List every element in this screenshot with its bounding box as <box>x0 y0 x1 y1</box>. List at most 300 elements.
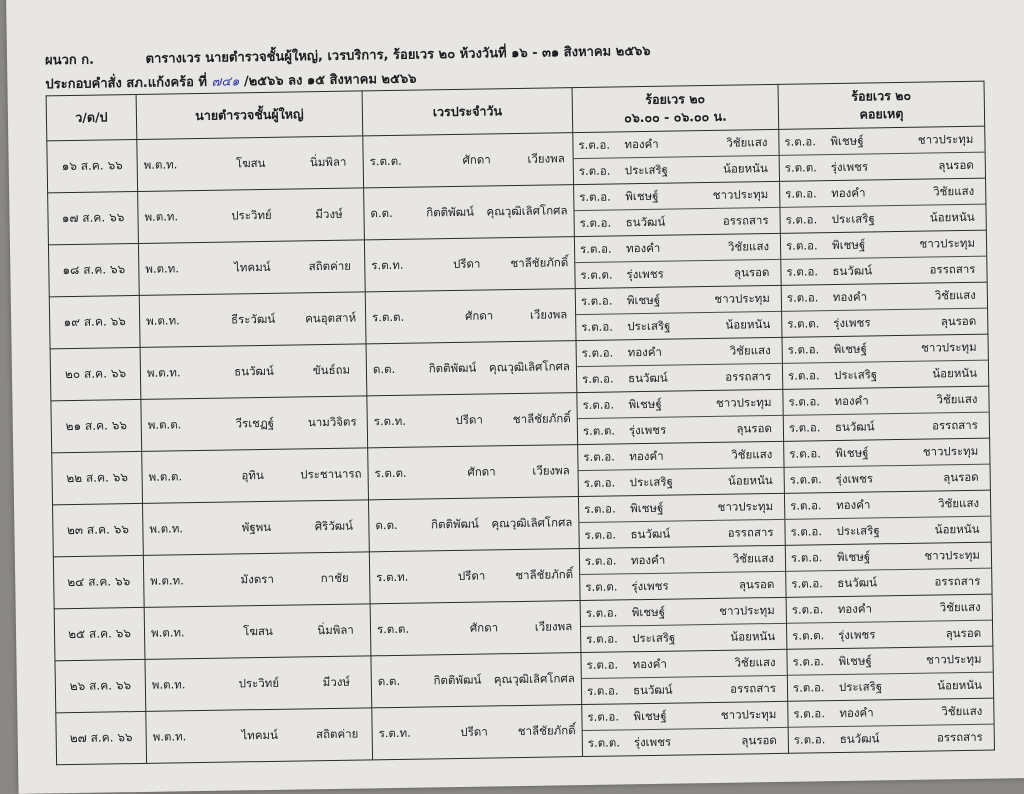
officer-entry <box>785 491 990 519</box>
officer-entry <box>785 516 990 545</box>
column-header-shift-officer <box>572 84 779 132</box>
daily-duty-cell <box>365 289 576 344</box>
officer-last-name: ชาวประทุม <box>919 235 976 251</box>
officer-last-name: วิชัยแสง <box>939 599 981 614</box>
officer-rank: พ.ต.ท. <box>146 312 180 328</box>
officer-entry <box>784 439 989 467</box>
officer-last-name: อรรถสาร <box>722 212 769 228</box>
officer-first-name: รุ่งเพชร <box>633 734 672 749</box>
officer-first-name: ธนวัฒน์ <box>234 363 274 378</box>
officer-rank: พ.ต.ท. <box>150 624 185 640</box>
officer-first-name: ประเสริฐ <box>627 318 671 333</box>
standby-officers-cell <box>781 282 988 337</box>
senior-officer-cell <box>138 188 365 244</box>
officer-first-name: พิเชษฐ์ <box>626 292 661 307</box>
shift-officers-cell <box>582 701 789 756</box>
officer-rank: ร.ต.ต. <box>374 465 407 480</box>
order-suffix: /๒๕๖๖ ลง ๑๕ สิงหาคม ๒๕๖๖ <box>243 71 417 90</box>
officer-rank: ร.ต.อ. <box>584 526 617 542</box>
officer-name <box>143 517 368 539</box>
officer-entry <box>578 415 783 444</box>
officer-last-name: น้อยหนัน <box>725 316 771 332</box>
officer-rank: ร.ต.อ. <box>581 345 614 360</box>
officer-first-name: รุ่งเพชร <box>833 314 871 330</box>
shift-officers-cell <box>580 597 787 652</box>
officer-rank: พ.ต.ท. <box>143 156 178 172</box>
officer-first-name: กิตติพัฒน์ <box>426 204 475 219</box>
officer-entry <box>580 571 785 600</box>
shift-officers-cell <box>574 181 781 236</box>
column-header-daily-duty: เวรประจำวัน <box>362 88 573 136</box>
officer-last-name: วิชัยแสง <box>941 703 983 718</box>
officer-last-name: น้อยหนัน <box>727 472 773 488</box>
officer-name <box>367 358 576 379</box>
officer-last-name: วิชัยแสง <box>729 342 771 358</box>
senior-officer-cell <box>141 396 368 452</box>
officer-rank: ร.ต.อ. <box>582 371 614 386</box>
row-date: ๒๖ ส.ค. ๖๖ <box>55 659 146 712</box>
officer-first-name: ทองคำ <box>837 600 873 616</box>
officer-rank: ร.ต.อ. <box>785 237 818 253</box>
officer-rank: ร.ต.ต. <box>787 315 820 331</box>
officer-last-name: ศิริวัฒน์ <box>314 518 354 533</box>
officer-last-name: ชาวประทุม <box>917 131 974 147</box>
officer-rank: ร.ต.อ. <box>790 549 823 565</box>
officer-rank: พ.ต.ท. <box>150 572 184 588</box>
officer-last-name: ชาวประทุม <box>719 602 775 618</box>
officer-rank: ร.ต.ต. <box>582 422 616 438</box>
shift-officers-cell <box>579 545 786 600</box>
officer-rank: ร.ต.อ. <box>587 708 620 724</box>
daily-duty-cell <box>367 393 578 448</box>
officer-rank: ร.ต.ต. <box>585 578 618 594</box>
officer-entry <box>579 494 784 522</box>
row-date: ๒๑ ส.ค. ๖๖ <box>51 399 142 452</box>
officer-first-name: พิเชษฐ์ <box>631 604 666 619</box>
officer-entry <box>575 234 780 262</box>
order-number-handwritten: ๗๔๑ <box>211 74 240 90</box>
officer-rank: ร.ต.อ. <box>793 731 826 747</box>
standby-officers-cell <box>779 126 986 181</box>
officer-last-name: คุณวุฒิเลิศโกศล <box>491 514 573 530</box>
officer-first-name: ธนวัฒน์ <box>625 214 666 229</box>
officer-last-name: น้อยหนัน <box>932 365 978 380</box>
officer-last-name: คนอุตสาห์ <box>305 310 357 325</box>
officer-first-name: ทองคำ <box>831 185 866 200</box>
officer-first-name: พิเชษฐ์ <box>628 396 662 411</box>
standby-officers-cell <box>786 594 993 649</box>
daily-duty-cell <box>363 133 574 188</box>
standby-officers-cell <box>783 386 990 441</box>
officer-entry <box>787 647 992 675</box>
row-date: ๒๐ ส.ค. ๖๖ <box>50 347 141 400</box>
daily-duty-cell <box>370 601 581 656</box>
officer-first-name: กิตติพัฒน์ <box>430 516 479 531</box>
standby-officers-cell <box>780 230 987 285</box>
officer-last-name: คุณวุฒิเลิศโกศล <box>493 670 575 686</box>
officer-rank: ร.ต.อ. <box>583 474 616 490</box>
row-date: ๑๙ ส.ค. ๖๖ <box>49 295 140 348</box>
officer-rank: ร.ต.อ. <box>579 215 612 230</box>
officer-entry <box>786 543 991 571</box>
officer-entry <box>578 442 783 470</box>
officer-last-name: อรรถสาร <box>929 261 976 277</box>
officer-first-name: พิเชษฐ์ <box>633 708 667 723</box>
officer-rank: ร.ต.อ. <box>586 682 619 698</box>
officer-last-name: ลุนรอด <box>741 732 777 748</box>
officer-entry <box>783 387 988 415</box>
officer-first-name: ทองคำ <box>629 448 664 463</box>
officer-last-name: คุณวุฒิเลิศโกศล <box>486 202 568 218</box>
senior-officer-cell <box>146 708 373 764</box>
officer-first-name: ธนวัฒน์ <box>837 574 878 590</box>
officer-first-name: พิเชษฐ์ <box>831 237 866 252</box>
officer-rank: ร.ต.อ. <box>788 393 821 409</box>
senior-officer-cell <box>140 344 367 400</box>
officer-first-name: ปรีดา <box>455 412 483 427</box>
column-header-senior-officer: นายตำรวจชั้นผู้ใหญ่ <box>136 91 363 140</box>
document-title: ตารางเวร นายตำรวจชั้นผู้ใหญ่, เวรบริการ, ร้อยเวร ๒๐ ห้วงวันที่ ๑๖ - ๓๑ สิงหาคม ๒๕๖๖ <box>145 43 651 67</box>
officer-first-name: รุ่งเพชร <box>830 158 869 174</box>
shift-header-time: ๐๖.๐๐ - ๐๖.๐๐ น. <box>624 108 727 126</box>
officer-first-name: ทองคำ <box>630 552 666 567</box>
officer-rank: ด.ต. <box>375 517 398 532</box>
standby-officers-cell <box>787 646 994 701</box>
officer-last-name: ลุนรอด <box>738 576 775 592</box>
officer-entry <box>581 650 786 678</box>
officer-rank: ด.ต. <box>370 205 393 220</box>
officer-entry <box>577 363 782 392</box>
officer-last-name: ลุนรอด <box>940 313 977 328</box>
roster-body <box>47 126 995 765</box>
officer-last-name: นิ่มพิลา <box>317 622 354 637</box>
officer-rank: ร.ต.อ. <box>580 293 613 308</box>
officer-last-name: เวียงพล <box>527 150 565 166</box>
shift-officers-cell <box>578 493 785 548</box>
officer-rank: พ.ต.ต. <box>148 468 183 484</box>
officer-rank: ร.ต.ต. <box>372 309 405 324</box>
officer-first-name: รุ่งเพชร <box>626 266 664 281</box>
officer-last-name: น้อยหนัน <box>722 160 768 176</box>
officer-first-name: ประวิทย์ <box>231 207 272 222</box>
officer-rank: ด.ต. <box>372 361 396 376</box>
officer-first-name: ประเสริฐ <box>629 474 673 489</box>
officer-last-name: อรรถสาร <box>725 368 772 384</box>
officer-first-name: พัฐพน <box>241 519 272 534</box>
officer-last-name: ลุนรอด <box>945 625 982 640</box>
officer-last-name: ชาวประทุม <box>922 443 979 459</box>
officer-first-name: รุ่งเพชร <box>835 470 874 486</box>
daily-duty-cell <box>364 237 575 292</box>
officer-name <box>144 569 369 591</box>
officer-last-name: ลุนรอด <box>733 264 770 280</box>
officer-last-name: วิชัยแสง <box>726 134 768 150</box>
officer-first-name: รุ่งเพชร <box>628 422 667 437</box>
officer-rank: ร.ต.ต. <box>789 471 822 487</box>
officer-first-name: ศักดา <box>467 463 496 479</box>
officer-rank: ด.ต. <box>377 673 401 688</box>
officer-entry <box>789 724 994 753</box>
daily-duty-cell <box>364 185 575 240</box>
shift-officers-cell <box>576 337 783 392</box>
officer-rank: ร.ต.ต. <box>792 627 825 643</box>
officer-last-name: อรรถสาร <box>727 524 774 540</box>
officer-first-name: ธนวัฒน์ <box>627 370 668 385</box>
daily-duty-cell <box>372 705 583 760</box>
officer-first-name: ศักดา <box>469 619 499 635</box>
officer-name <box>141 361 366 383</box>
daily-duty-cell <box>368 445 579 500</box>
officer-entry <box>785 464 990 493</box>
officer-last-name: ชาลีชัยภักดิ์ <box>517 722 576 738</box>
officer-rank: ร.ต.อ. <box>579 241 612 256</box>
officer-entry <box>577 390 782 418</box>
officer-rank: ร.ต.อ. <box>584 552 617 568</box>
officer-rank: ร.ต.อ. <box>786 289 819 305</box>
officer-rank: ร.ต.ท. <box>378 725 411 740</box>
officer-entry <box>581 623 786 652</box>
officer-rank: ร.ต.อ. <box>793 705 826 721</box>
officer-entry <box>782 335 987 363</box>
officer-last-name: ชาลีชัยภักดิ์ <box>515 566 574 582</box>
officer-first-name: ทองคำ <box>839 704 874 720</box>
officer-first-name: ธนวัฒน์ <box>632 682 673 697</box>
standby-officers-cell <box>788 698 995 753</box>
officer-entry <box>780 204 985 233</box>
officer-last-name: ชาวประทุม <box>712 186 769 202</box>
officer-first-name: ปรีดา <box>457 568 486 583</box>
officer-first-name: ประเสริฐ <box>624 162 669 177</box>
order-prefix: ประกอบคำสั่ง สภ.แก้งคร้อ ที่ <box>45 74 208 93</box>
officer-entry <box>581 598 786 626</box>
officer-last-name: เวียงพล <box>534 618 573 634</box>
officer-first-name: ศักดา <box>464 307 494 323</box>
officer-rank: ร.ต.ต. <box>587 734 621 750</box>
officer-last-name: อรรถสาร <box>936 729 983 744</box>
officer-last-name: ชาวประทุม <box>924 547 981 563</box>
shift-header-title: ร้อยเวร ๒๐ <box>645 91 706 107</box>
officer-last-name: วิชัยแสง <box>727 238 770 254</box>
row-date: ๒๔ ส.ค. ๖๖ <box>53 555 144 608</box>
officer-rank: ร.ต.อ. <box>792 679 825 695</box>
senior-officer-cell <box>143 500 370 556</box>
officer-last-name: สถิตค่าย <box>315 726 359 741</box>
officer-entry <box>788 699 993 727</box>
officer-last-name: อรรถสาร <box>931 417 978 433</box>
officer-rank: ร.ต.อ. <box>581 319 613 334</box>
officer-rank: ร.ต.อ. <box>785 211 818 227</box>
officer-first-name: มังตรา <box>240 571 274 586</box>
shift-officers-cell <box>574 233 781 288</box>
officer-first-name: อุทิน <box>241 467 264 482</box>
officer-entry <box>783 360 988 389</box>
officer-first-name: พิเชษฐ์ <box>625 188 659 203</box>
officer-name <box>364 202 573 223</box>
officer-entry <box>781 231 986 259</box>
officer-name <box>145 621 370 643</box>
row-date: ๒๒ ส.ค. ๖๖ <box>52 451 143 504</box>
column-header-date: ว/ด/ป <box>46 94 137 140</box>
officer-last-name: ชาลีชัยภักดิ์ <box>510 254 569 270</box>
officer-entry <box>779 127 984 155</box>
officer-name <box>142 465 367 487</box>
officer-first-name: โฆสน <box>235 155 266 170</box>
officer-last-name: ชาวประทุม <box>715 394 772 410</box>
officer-entry <box>787 620 992 649</box>
officer-first-name: พิเชษฐ์ <box>835 445 869 460</box>
officer-name <box>373 722 582 743</box>
officer-first-name: ธนวัฒน์ <box>832 262 873 278</box>
officer-first-name: วีรเชฏฐ์ <box>235 415 275 430</box>
officer-rank: ร.ต.ต. <box>784 159 818 175</box>
officer-first-name: ทองคำ <box>627 344 663 359</box>
officer-last-name: ลุนรอด <box>736 420 773 436</box>
officer-last-name: สถิตค่าย <box>308 258 352 273</box>
officer-rank: ร.ต.อ. <box>579 189 611 204</box>
row-date: ๑๗ ส.ค. ๖๖ <box>48 191 139 244</box>
officer-name <box>142 413 367 435</box>
officer-rank: ร.ต.ท. <box>376 569 409 584</box>
officer-name <box>366 306 575 327</box>
officer-entry <box>574 155 779 184</box>
officer-first-name: ปรีดา <box>452 256 481 271</box>
officer-rank: ร.ต.อ. <box>788 419 821 435</box>
officer-name <box>364 150 573 171</box>
officer-entry <box>574 207 779 236</box>
officer-entry <box>583 727 788 756</box>
officer-rank: ร.ต.อ. <box>582 397 615 412</box>
officer-last-name: วิชัยแสง <box>732 550 775 566</box>
officer-name <box>372 670 581 691</box>
officer-last-name: ชาวประทุม <box>717 498 774 514</box>
daily-duty-cell <box>369 549 580 604</box>
shift-officers-cell <box>577 389 784 444</box>
officer-first-name: ทองคำ <box>632 656 667 671</box>
officer-first-name: ศักดา <box>462 151 491 167</box>
officer-first-name: ไทคมน์ <box>241 727 279 742</box>
officer-name <box>370 566 579 587</box>
officer-last-name: ลุนรอด <box>943 469 979 484</box>
officer-name <box>140 309 365 331</box>
daily-duty-cell <box>368 497 579 552</box>
officer-first-name: ธนวัฒน์ <box>834 418 875 434</box>
row-date: ๑๖ ส.ค. ๖๖ <box>47 139 138 192</box>
officer-first-name: พิเชษฐ์ <box>836 548 871 564</box>
officer-rank: ร.ต.อ. <box>584 500 616 516</box>
officer-rank: ร.ต.อ. <box>785 185 817 201</box>
shift-officers-cell <box>573 129 780 184</box>
standby-header-sub: คอยเหตุ <box>859 105 904 122</box>
officer-first-name: ธีระวัฒน์ <box>230 311 276 327</box>
document-page <box>6 0 1024 794</box>
officer-last-name: มีวงษ์ <box>322 674 351 689</box>
shift-officers-cell <box>581 649 788 704</box>
officer-first-name: ทองคำ <box>836 496 871 512</box>
officer-rank: ร.ต.ต. <box>580 267 613 282</box>
officer-first-name: กิตติพัฒน์ <box>433 672 482 687</box>
officer-entry <box>582 675 787 704</box>
standby-officers-cell <box>784 490 991 545</box>
officer-last-name: ชาวประทุม <box>720 706 777 722</box>
officer-last-name: นามวิจิตร <box>307 414 357 429</box>
officer-rank: ร.ต.อ. <box>792 653 825 669</box>
senior-officer-cell <box>145 656 372 712</box>
officer-rank: ร.ต.อ. <box>583 448 615 464</box>
officer-last-name: วิชัยแสง <box>734 654 776 670</box>
shift-officers-cell <box>575 285 782 340</box>
officer-last-name: ชาวประทุม <box>714 290 770 306</box>
officer-last-name: เวียงพล <box>529 306 568 322</box>
standby-officers-cell <box>784 438 991 493</box>
officer-entry <box>582 702 787 730</box>
shift-officers-cell <box>578 441 785 496</box>
officer-first-name: ประเสริฐ <box>833 366 878 382</box>
officer-first-name: ทองคำ <box>832 289 868 304</box>
officer-last-name: กาชัย <box>320 570 349 585</box>
officer-rank: ร.ต.อ. <box>578 163 611 178</box>
document-header <box>45 40 651 71</box>
officer-entry <box>782 308 987 337</box>
officer-first-name: รุ่งเพชร <box>838 626 876 642</box>
officer-last-name: ชาวประทุม <box>925 651 982 667</box>
officer-entry <box>784 412 989 441</box>
row-date: ๑๘ ส.ค. ๖๖ <box>48 243 139 296</box>
officer-first-name: ประเสริฐ <box>836 522 880 538</box>
standby-officers-cell <box>780 178 987 233</box>
officer-rank: ร.ต.ท. <box>373 413 407 428</box>
officer-name <box>139 257 364 279</box>
officer-rank: พ.ต.ท. <box>144 208 179 224</box>
officer-last-name: ชาวประทุม <box>921 339 977 355</box>
officer-rank: ร.ต.อ. <box>784 133 817 149</box>
officer-last-name: นิ่มพิลา <box>309 154 347 169</box>
officer-rank: พ.ต.ท. <box>152 728 187 744</box>
officer-entry <box>780 179 985 207</box>
officer-rank: ร.ต.อ. <box>790 523 823 539</box>
officer-entry <box>579 467 784 496</box>
senior-officer-cell <box>142 448 369 504</box>
officer-last-name: คุณวุฒิเลิศโกศล <box>488 358 571 374</box>
officer-name <box>138 205 363 227</box>
officer-first-name: ประเสริฐ <box>838 678 883 694</box>
senior-officer-cell <box>143 552 370 608</box>
officer-first-name: ทองคำ <box>834 392 869 408</box>
standby-officers-cell <box>785 542 992 597</box>
officer-entry <box>576 311 781 340</box>
officer-rank: ร.ต.อ. <box>787 367 820 383</box>
officer-name <box>365 254 574 275</box>
duty-roster-table <box>46 81 995 766</box>
officer-last-name: วิชัยแสง <box>936 391 978 406</box>
officer-rank: ร.ต.อ. <box>586 656 619 672</box>
officer-rank: ร.ต.อ. <box>787 341 820 357</box>
row-date: ๒๕ ส.ค. ๖๖ <box>54 607 145 660</box>
officer-rank: พ.ต.ท. <box>149 520 184 536</box>
officer-last-name: เวียงพล <box>532 462 570 478</box>
officer-last-name: อรรถสาร <box>934 573 981 588</box>
officer-rank: ร.ต.อ. <box>790 497 822 513</box>
officer-last-name: มีวงษ์ <box>315 206 343 221</box>
officer-entry <box>782 283 987 311</box>
officer-rank: ร.ต.อ. <box>791 601 824 617</box>
officer-name <box>368 462 577 483</box>
officer-first-name: พิเชษฐ์ <box>830 133 864 148</box>
standby-header-title: ร้อยเวร ๒๐ <box>851 87 912 104</box>
officer-last-name: วิชัยแสง <box>933 183 975 198</box>
senior-officer-cell <box>139 292 366 348</box>
officer-name <box>138 153 363 175</box>
officer-first-name: ธนวัฒน์ <box>839 730 880 746</box>
